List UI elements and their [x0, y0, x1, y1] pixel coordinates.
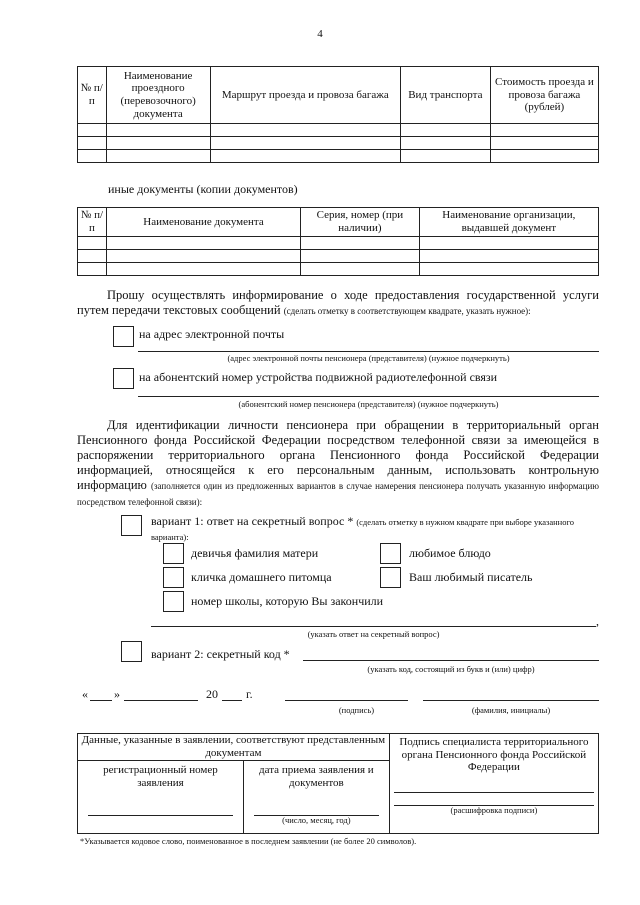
full-name-caption: (фамилия, инициалы) [471, 705, 551, 715]
table-header-row [78, 67, 599, 124]
variant1-label: вариант 1: ответ на секретный вопрос * (сделать отметку в нужном квадрате при выборе указанного варианта): [151, 514, 574, 542]
email-checkbox[interactable] [113, 326, 134, 347]
specialist-signature-cell: Подпись специалиста территориального органа Пенсионного фонда Российской Федерации (расшифровка подписи) [389, 734, 598, 834]
page-number: 4 [317, 28, 323, 40]
table-row [78, 137, 599, 150]
full-name-line[interactable] [423, 700, 599, 701]
option-school-number-label: номер школы, которую Вы закончили [191, 594, 384, 608]
date-year-suffix: г. [246, 687, 253, 701]
date-year-line[interactable] [222, 700, 242, 701]
col-document-name: Наименование проездного (перевозочного) документа [106, 67, 210, 124]
table-header-row [78, 208, 599, 237]
signature-caption: (подпись) [338, 705, 375, 715]
option-favorite-writer-label: Ваш любимый писатель [409, 570, 533, 584]
option-favorite-dish-checkbox[interactable] [380, 543, 401, 564]
inform-paragraph: Прошу осуществлять информирование о ходе предоставления государственной услуги путем передачи текстовых сообщений (сделать отметку в соответствующем квадрате, указать нужное): [77, 288, 599, 317]
col-number: № п/п [78, 208, 107, 237]
option-pet-name-checkbox[interactable] [163, 567, 184, 588]
option-pet-name-label: кличка домашнего питомца [191, 570, 332, 584]
receipt-date-caption: (число, месяц, год) [282, 815, 351, 826]
other-documents-table [77, 207, 599, 276]
col-number: № п/п [78, 67, 107, 124]
email-caption: (адрес электронной почты пенсионера (представителя) (нужное подчеркнуть) [227, 353, 510, 363]
col-route: Маршрут проезда и провоза багажа [210, 67, 400, 124]
date-quote-open: « [82, 687, 88, 701]
receipt-date-cell: дата приема заявления и документов (число, месяц, год) [243, 761, 389, 834]
col-transport: Вид транспорта [400, 67, 490, 124]
option-mother-maiden-name-checkbox[interactable] [163, 543, 184, 564]
email-input-line[interactable] [138, 351, 599, 352]
date-month-line[interactable] [124, 700, 198, 701]
phone-caption: (абонентский номер пенсионера (представителя) (нужное подчеркнуть) [238, 399, 499, 409]
table-row [78, 237, 599, 250]
travel-documents-table [77, 66, 599, 163]
footnote: *Указывается кодовое слово, поименованное в последнем заявлении (не более 20 символов). [80, 836, 417, 846]
secret-code-caption: (указать код, состоящий из букв и (или) цифр) [367, 664, 535, 674]
option-mother-maiden-name-label: девичья фамилия матери [191, 546, 319, 560]
variant2-checkbox[interactable] [121, 641, 142, 662]
option-school-number-checkbox[interactable] [163, 591, 184, 612]
secret-code-line[interactable] [303, 660, 599, 661]
signature-decode-caption: (расшифровка подписи) [450, 804, 538, 815]
registration-number-cell: регистрационный номер заявления [78, 761, 244, 834]
option-favorite-writer-checkbox[interactable] [380, 567, 401, 588]
specialist-signature-line[interactable] [394, 792, 594, 793]
verification-table [77, 733, 599, 834]
signature-line[interactable] [285, 700, 408, 701]
col-document-name: Наименование документа [106, 208, 300, 237]
phone-input-line[interactable] [138, 396, 599, 397]
variant2-label: вариант 2: секретный код * [151, 647, 290, 661]
date-quote-close: » [114, 687, 120, 701]
table-row [78, 250, 599, 263]
phone-option-label: на абонентский номер устройства подвижной радиотелефонной связи [139, 370, 498, 384]
table-row [78, 263, 599, 276]
col-issuer: Наименование организации, выдавшей документ [419, 208, 598, 237]
col-series-number: Серия, номер (при наличии) [301, 208, 420, 237]
table-row [78, 124, 599, 137]
col-cost: Стоимость проезда и провоза багажа (рублей) [490, 67, 598, 124]
other-documents-title: иные документы (копии документов) [108, 182, 298, 196]
phone-checkbox[interactable] [113, 368, 134, 389]
date-day-line[interactable] [90, 700, 112, 701]
identification-paragraph: Для идентификации личности пенсионера при обращении в территориальный орган Пенсионного фонда Российской Федерации посредством телефонной связи за имеющейся в распоряжении территориального органа Пенсионного фонда Российской Федерации информацией, относящейся к его персональным данным, использовать контрольную информацию (заполняется один из предложенных вариантов в случае намерения пенсионера получать указанную информацию посредством телефонной связи): [77, 418, 599, 507]
variant1-checkbox[interactable] [121, 515, 142, 536]
date-year-prefix: 20 [206, 687, 218, 701]
registration-number-line[interactable] [88, 815, 233, 816]
email-option-label: на адрес электронной почты [139, 327, 285, 341]
table-row [78, 150, 599, 163]
option-favorite-dish-label: любимое блюдо [409, 546, 491, 560]
secret-answer-caption: (указать ответ на секретный вопрос) [307, 629, 440, 639]
secret-answer-line[interactable] [151, 626, 596, 627]
verification-header: Данные, указанные в заявлении, соответствуют представленным документам [78, 734, 390, 761]
